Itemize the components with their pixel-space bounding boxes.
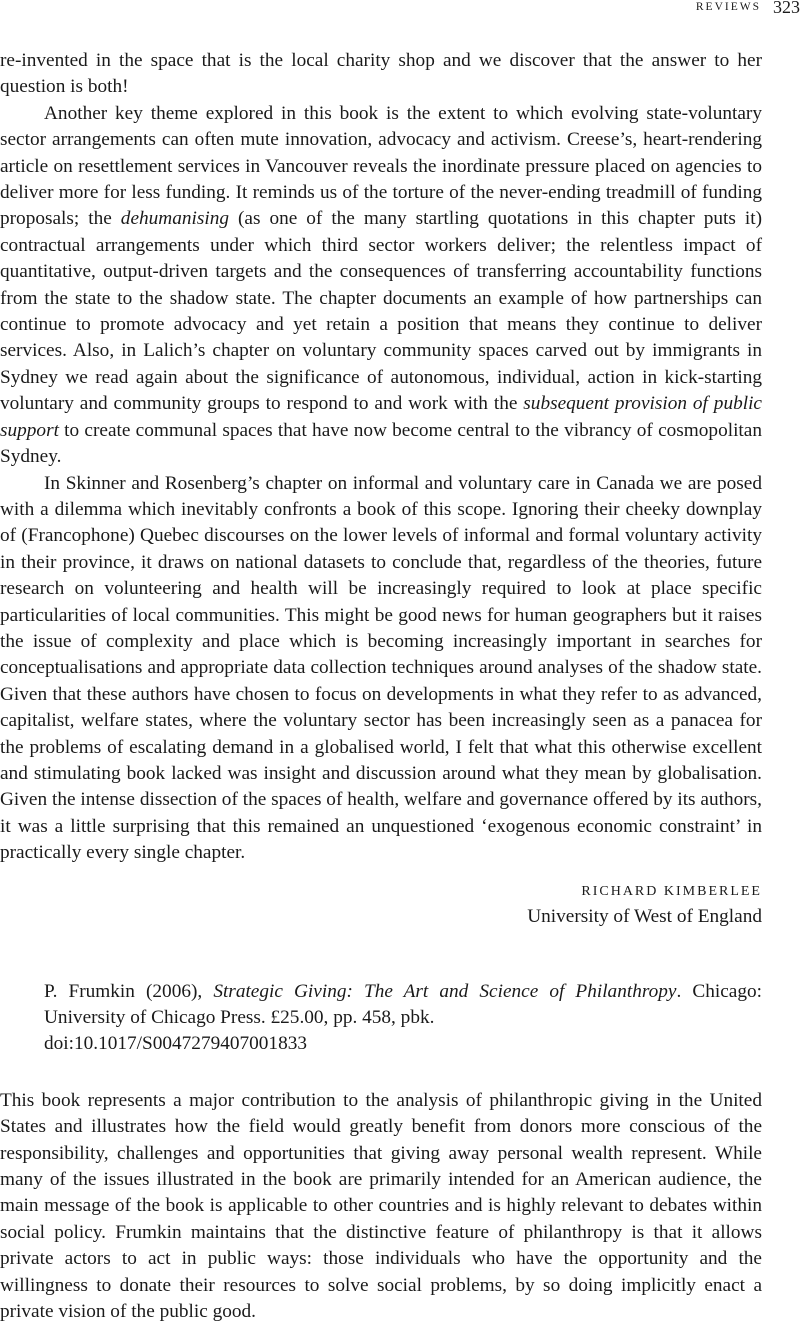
review-kimberlee: [0, 48, 762, 931]
citation-author-year: P. Frumkin (2006),: [44, 980, 214, 1002]
text-run: to create communal spaces that have now become central to the vibrancy of cosmopolitan Sydney.: [0, 419, 762, 468]
review-body: [0, 1088, 762, 1326]
emphasis-public-support: subsequent provision of public support: [0, 393, 762, 441]
paragraph-skinner-rosenberg: In Skinner and Rosenberg’s chapter on informal and voluntary care in Canada we are posed with a dilemma which inevitably confronts a book of this scope. Ignoring their cheeky downplay of (Francophone) Quebec discourses on the lower levels of informal and formal voluntary activity in their province, it draws on national datasets to conclude that, regardless of the theories, future research on volunteering and health will be increasingly required to look at place specific particularities of local communities. This might be good news for human geographers but it raises the issue of complexity and place which is becoming increasingly important in searches for conceptualisations and appropriate data collection techniques around analyses of the shadow state. Given that these authors have chosen to focus on developments in what they refer to as advanced, capitalist, welfare states, where the voluntary sector has been increasingly seen as a panacea for the problems of escalating demand in a globalised world, I felt that what this otherwise excellent and stimulating book lacked was insight and discussion around what they mean by globalisation. Given the intense dissection of the spaces of health, welfare and governance offered by its authors, it was a little surprising that this remained an unquestioned ‘exogenous economic constraint’ in practically every single chapter.: [0, 472, 762, 864]
paragraph-state-voluntary: [0, 101, 762, 471]
paragraph-frumkin-intro: This book represents a major contribution to the analysis of philanthropic giving in the United States and illustrates how the field would greatly benefit from donors more conscious of the responsibility, challenges and opportunities that giving away personal wealth represent. While many of the issues illustrated in the book are primarily intended for an American audience, the main message of the book is applicable to other countries and is highly relevant to debates within social policy. Frumkin maintains that the distinctive feature of philanthropy is that it allows private actors to act in public ways: those individuals who have the opportunity and the willingness to donate their resources to solve social problems, by so doing implicitly enact a private vision of the public good.: [0, 1089, 762, 1323]
reviewer-affiliation: University of West of England: [527, 905, 762, 927]
emphasis-dehumanising: dehumanising: [120, 208, 229, 230]
reviewer-name: RICHARD KIMBERLEE: [581, 883, 762, 899]
text-run: Another key theme explored in this book is the extent to which evolving state-voluntary sector arrangements can often mute innovation, advocacy and activism. Creese’s, heart-rendering article on resettlement services in Vancouver reveals the inordinate pressure placed on agencies to deliver more for less funding. It reminds us of the torture of the never-ending treadmill of funding proposals; the: [0, 102, 762, 230]
citation-doi[interactable]: doi:10.1017/S0047279407001833: [44, 1033, 307, 1055]
citation-publisher: . Chicago: University of Chicago Press. £25.00, pp. 458, pbk.: [44, 980, 762, 1028]
review-frumkin: [0, 979, 762, 1326]
book-citation: [0, 979, 762, 1058]
citation-title: Strategic Giving: The Art and Science of Philanthropy: [213, 980, 677, 1002]
page-body: [0, 48, 762, 1325]
citation-text: [44, 979, 762, 1032]
running-head: [695, 0, 800, 17]
section-title: REVIEWS: [695, 1, 761, 13]
text-run: (as one of the many startling quotations in this chapter puts it) contractual arrangements under which third sector workers deliver; the relentless impact of quantitative, output-driven targets and the consequences of transferring accountability functions from the state to the shadow state. The chapter documents an example of how partnerships can continue to promote advocacy and yet retain a position that means they continue to deliver services. Also, in Lalich’s chapter on voluntary community spaces carved out by immigrants in Sydney we read again about the significance of autonomous, individual, action in kick-starting voluntary and community groups to respond to and work with the: [0, 208, 762, 415]
page-number: 323: [773, 0, 800, 17]
paragraph-continued: re-invented in the space that is the local charity shop and we discover that the answer to her question is both!: [0, 50, 762, 98]
reviewer-signature: [0, 881, 762, 931]
